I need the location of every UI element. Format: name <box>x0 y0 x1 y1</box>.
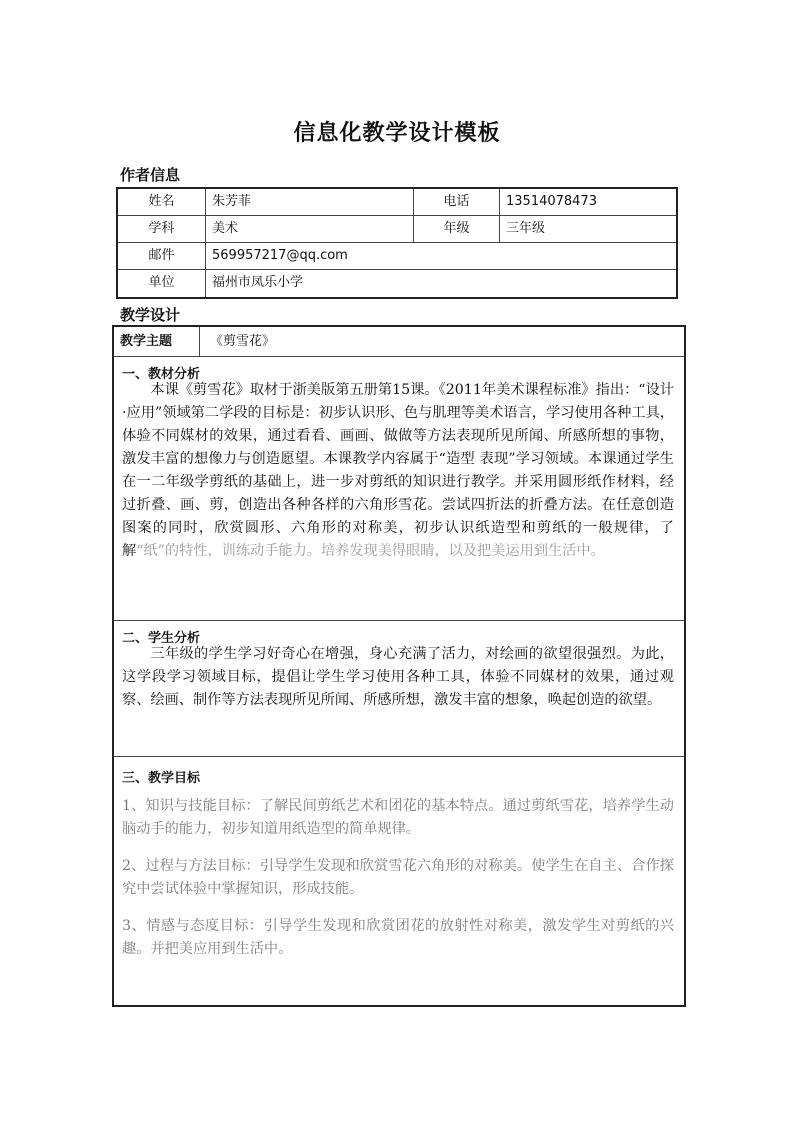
author-row-name <box>118 189 676 216</box>
grade-value: 三年级 <box>506 221 546 236</box>
teaching-design-table <box>112 325 686 1007</box>
document-title: 信息化教学设计模板 <box>293 121 501 146</box>
goal-knowledge: 1、知识与技能目标：了解民间剪纸艺术和团花的基本特点。通过剪纸雪花，培养学生动脑动手的能力，初步知道用纸造型的简单规律。 <box>122 798 674 837</box>
material-analysis-text <box>114 379 684 563</box>
material-analysis-heading: 一、教材分析 <box>122 367 201 382</box>
author-row-email <box>118 243 676 270</box>
phone-label: 电话 <box>414 189 500 215</box>
topic-value: 《剪雪花》 <box>210 334 276 349</box>
subject-value: 美术 <box>206 216 414 242</box>
author-row-subject <box>118 216 676 243</box>
teaching-goals-heading: 三、教学目标 <box>122 771 201 786</box>
student-analysis-text: 三年级的学生学习好奇心在增强，身心充满了活力，对绘画的欲望很强烈。为此，这学段学习领域目标，提倡让学生学习使用各种工具，体验不同媒材的效果，通过观察、绘画、制作等方法表现所见所闻、所感所想，激发丰富的想象，唤起创造的欲望。 <box>122 646 674 708</box>
teaching-goals-block <box>114 757 684 961</box>
design-section-heading: 教学设计 <box>120 306 181 324</box>
author-row-unit <box>118 270 676 297</box>
student-analysis-heading: 二、学生分析 <box>122 631 201 646</box>
goal-emotion: 3、情感与态度目标：引导学生发现和欣赏团花的放射性对称美，激发学生对剪纸的兴趣。并把美应用到生活中。 <box>122 918 674 957</box>
name-label: 姓名 <box>118 189 206 215</box>
material-analysis-main: 本课《剪雪花》取材于浙美版第五册第15课。《2011年美术课程标准》指出：“设计·应用”领域第二学段的目标是：初步认识形、色与肌理等美术语言，学习使用各种工具，体验不同媒材的效果，通过看看、画画、做做等方法表现所见所闻、所感所想的事物，激发丰富的想像力与创造愿望。本课教学内容属于“造型 表现”学习领域。本课通过学生在一二年级学剪纸的基础上，进一步对剪纸的知识进行教学。并采用圆形纸作材料，经过折叠、画、剪，创造出各种各样的六角形雪花。尝试四折法的折叠方法。在任意创造图案的同时，欣赏圆形、六角形的对称美，初步认识纸造型和剪纸的一般规律，了解 <box>122 382 674 559</box>
subject-label: 学科 <box>118 216 206 242</box>
unit-value: 福州市凤乐小学 <box>212 275 304 290</box>
topic-label: 教学主题 <box>114 327 200 356</box>
goal-process: 2、过程与方法目标：引导学生发现和欣赏雪花六角形的对称美。使学生在自主、合作探究中尝试体验中掌握知识，形成技能。 <box>122 858 674 897</box>
phone-value: 13514078473 <box>506 194 597 209</box>
author-section-heading: 作者信息 <box>120 166 181 184</box>
name-value: 朱芳菲 <box>206 189 414 215</box>
email-label: 邮件 <box>118 243 206 269</box>
grade-label: 年级 <box>414 216 500 242</box>
topic-row <box>114 327 684 357</box>
material-analysis-block <box>114 357 684 621</box>
email-value: 569957217@qq.com <box>212 248 348 263</box>
material-analysis-faded: “纸”的特性，训练动手能力。培养发现美得眼睛，以及把美运用到生活中。 <box>136 543 605 559</box>
unit-label: 单位 <box>118 270 206 297</box>
student-analysis-block <box>114 621 684 757</box>
author-info-table <box>116 187 678 299</box>
